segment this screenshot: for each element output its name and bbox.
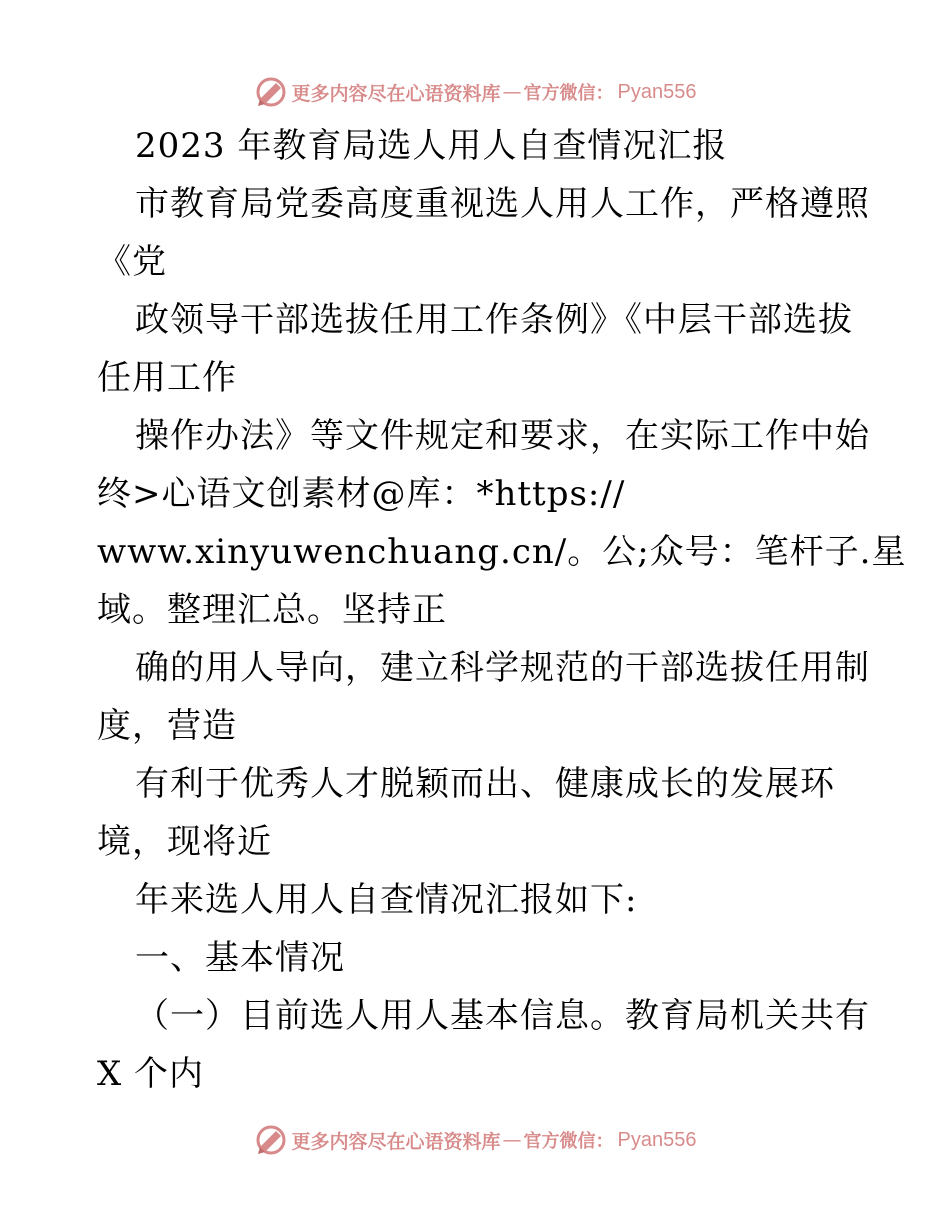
document-title: 2023 年教育局选人用人自查情况汇报: [135, 126, 728, 166]
text-line: 《党: [97, 242, 167, 282]
banner-separator: —: [502, 1129, 522, 1151]
text-line: 境，现将近: [97, 822, 272, 862]
banner-text: 更多内容尽在心语资料库: [291, 82, 501, 105]
text-line: 操作办法》等文件规定和要求，在实际工作中始: [135, 416, 870, 456]
text-line: 终>心语文创素材@库：*https://: [97, 474, 626, 514]
text-line: 域。整理汇总。坚持正: [97, 590, 447, 630]
text-line: 度，营造: [97, 706, 237, 746]
section-heading: 一、基本情况: [135, 938, 345, 978]
text-line: 有利于优秀人才脱颖而出、健康成长的发展环: [135, 764, 835, 804]
text-line: www.xinyuwenchuang.cn/。公;众号：笔杆子.星: [97, 532, 907, 572]
banner-separator: —: [502, 81, 522, 103]
header-watermark-banner: [0, 72, 950, 112]
footer-watermark-banner: [0, 1120, 950, 1160]
text-line: 确的用人导向，建立科学规范的干部选拔任用制: [135, 648, 870, 688]
text-line: 政领导干部选拔任用工作条例》《中层干部选拔: [135, 300, 853, 340]
banner-wechat-label: 官方微信：: [523, 1131, 614, 1152]
banner-text: 更多内容尽在心语资料库: [291, 1130, 501, 1153]
text-line: 任用工作: [97, 358, 237, 398]
banner-wechat-id: Pyan556: [617, 80, 697, 103]
pen-logo-icon: [254, 1123, 288, 1157]
pen-logo-icon: [254, 75, 288, 109]
document-body: [97, 117, 907, 1103]
text-line: （一）目前选人用人基本信息。教育局机关共有: [135, 996, 870, 1036]
banner-wechat-id: Pyan556: [617, 1128, 697, 1151]
banner-wechat-label: 官方微信：: [523, 83, 614, 104]
text-line: X 个内: [97, 1054, 205, 1094]
text-line: 年来选人用人自查情况汇报如下:: [135, 880, 638, 920]
text-line: 市教育局党委高度重视选人用人工作，严格遵照: [135, 184, 870, 224]
